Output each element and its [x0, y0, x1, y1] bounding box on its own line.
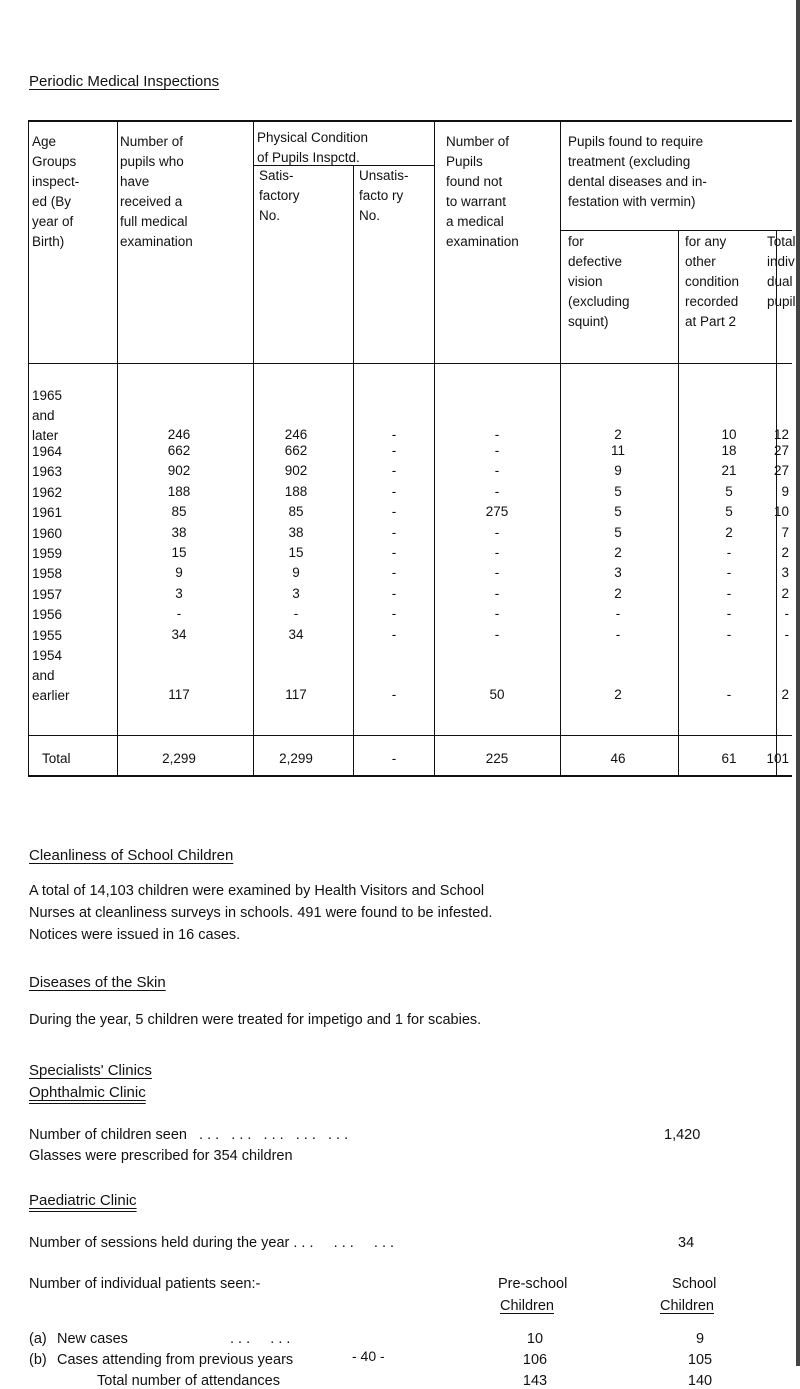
cell-examined: - [176, 606, 182, 621]
cell-not-warrant: - [494, 545, 500, 560]
cell-vision: 5 [614, 484, 622, 499]
cell-vision: 2 [614, 687, 622, 702]
cell-total: 27 [773, 443, 789, 458]
cell-not-warrant: - [494, 525, 500, 540]
row-label: New cases [57, 1331, 128, 1347]
row-school-value: 105 [687, 1352, 713, 1368]
header-number-examined: Number of pupils who have received a full medical examination [120, 134, 193, 249]
cell-total: 2 [781, 687, 789, 702]
cell-total-other: 61 [721, 751, 737, 766]
header-bottom-border [28, 363, 792, 364]
cell-age-group: 1962 [32, 485, 63, 500]
cell-other: - [726, 627, 732, 642]
sessions-label: Number of sessions held during the year . . . . . . . . . [29, 1235, 395, 1251]
col-divider [678, 230, 679, 777]
header-physical-condition: Physical Condition of Pupils Inspctd. [257, 130, 369, 165]
cell-unsatisfactory: - [391, 687, 397, 702]
table-bottom-border [28, 775, 792, 777]
row-preschool-value: 106 [522, 1352, 548, 1368]
cell-unsatisfactory: - [391, 525, 397, 540]
cell-satisfactory: 85 [288, 504, 304, 519]
cell-total-not-warrant: 225 [485, 751, 509, 766]
cell-age-group: 1957 [32, 587, 63, 602]
row-school-value: 9 [695, 1331, 705, 1347]
cell-not-warrant: - [494, 427, 500, 442]
skin-heading: Diseases of the Skin [29, 974, 166, 991]
cell-age-group: 1954 and earlier [32, 648, 70, 703]
header-not-warrant: Number of Pupils found not to warrant a medical examination [446, 134, 519, 249]
skin-paragraph: During the year, 5 children were treated for impetigo and 1 for scabies. [29, 1012, 482, 1028]
cell-vision: 3 [614, 565, 622, 580]
patients-label: Number of individual patients seen:- [29, 1276, 261, 1292]
cell-satisfactory: 15 [288, 545, 304, 560]
row-school-value: 140 [687, 1373, 713, 1389]
cleanliness-line: Notices were issued in 16 cases. [29, 927, 241, 943]
cell-unsatisfactory: - [391, 443, 397, 458]
cell-not-warrant: 275 [485, 504, 509, 519]
cell-other: - [726, 565, 732, 580]
col-divider [434, 120, 435, 777]
cell-vision: 5 [614, 504, 622, 519]
row-label: Cases attending from previous years [57, 1352, 294, 1368]
cell-other: 5 [725, 504, 733, 519]
row-marker: (a) [29, 1331, 47, 1347]
cell-not-warrant: - [494, 484, 500, 499]
cell-other: - [726, 606, 732, 621]
cell-total: - [784, 627, 789, 642]
cell-total: 27 [773, 463, 789, 478]
cell-age-group: 1955 [32, 628, 63, 643]
cell-total-examined: 2,299 [162, 751, 196, 766]
col-divider [560, 120, 561, 777]
cell-satisfactory: - [293, 606, 299, 621]
cell-age-group: 1963 [32, 464, 63, 479]
header-other-condition: for any other condition recorded at Part 2 [685, 234, 740, 329]
cell-examined: 15 [171, 545, 187, 560]
col-divider [353, 165, 354, 777]
cell-total-total: 101 [766, 751, 789, 766]
cell-not-warrant: - [494, 627, 500, 642]
header-defective-vision: for defective vision (excluding squint) [568, 234, 630, 329]
col-divider [117, 120, 118, 777]
medical-inspections-table [28, 120, 796, 777]
cell-not-warrant: - [494, 586, 500, 601]
cell-examined: 902 [167, 463, 191, 478]
children-seen-label: Number of children seen . . . . . . . . . . . . . . . [29, 1127, 349, 1143]
cell-vision: 2 [614, 545, 622, 560]
col-school-label: School [672, 1276, 717, 1292]
row-preschool-value: 10 [526, 1331, 544, 1347]
cell-not-warrant: - [494, 443, 500, 458]
table-top-border [28, 120, 792, 122]
cell-age-group: 1960 [32, 526, 63, 541]
cleanliness-paragraph [29, 880, 492, 946]
cell-satisfactory: 38 [288, 525, 304, 540]
header-age-groups: Age Groups inspect- ed (By year of Birth) [32, 134, 80, 249]
header-total-individual: Total indiv dual pupil [767, 234, 796, 309]
cell-not-warrant: - [494, 463, 500, 478]
sessions-value: 34 [678, 1235, 695, 1251]
cell-other: 18 [721, 443, 737, 458]
cell-examined: 85 [171, 504, 187, 519]
row-leader-dots: . . . . . . [230, 1331, 291, 1347]
ophthalmic-heading: Ophthalmic Clinic [29, 1084, 146, 1101]
cell-not-warrant: - [494, 606, 500, 621]
total-row-top-border [28, 735, 792, 736]
cell-unsatisfactory: - [391, 627, 397, 642]
cell-examined: 246 [167, 427, 191, 442]
cell-unsatisfactory: - [391, 565, 397, 580]
cell-total-vision: 46 [610, 751, 626, 766]
cell-unsatisfactory: - [391, 427, 397, 442]
cell-vision: 2 [614, 586, 622, 601]
cell-unsatisfactory: - [391, 463, 397, 478]
cell-examined: 117 [168, 687, 190, 702]
cell-total: 3 [781, 565, 789, 580]
cleanliness-heading: Cleanliness of School Children [29, 847, 234, 864]
cell-not-warrant: - [494, 565, 500, 580]
row-divider [560, 230, 792, 231]
children-seen-value: 1,420 [664, 1127, 701, 1143]
cell-other: 2 [725, 525, 733, 540]
cell-other: - [726, 586, 732, 601]
cell-vision: 11 [610, 443, 625, 458]
header-satisfactory: Satis- factory No. [259, 168, 300, 223]
cell-total: 2 [781, 586, 789, 601]
cell-vision: - [615, 627, 621, 642]
cell-satisfactory: 34 [288, 627, 304, 642]
cell-other: 10 [721, 427, 737, 442]
header-requiring-treatment: Pupils found to require treatment (excluding dental diseases and in- festation with vermin) [568, 134, 707, 209]
cell-unsatisfactory: - [391, 484, 397, 499]
row-preschool-value: 143 [522, 1373, 548, 1389]
cell-total: 12 [773, 427, 789, 442]
specialists-heading: Specialists' Clinics [29, 1062, 152, 1079]
cell-age-group: 1964 [32, 444, 63, 459]
cell-other: 21 [721, 463, 737, 478]
cell-satisfactory: 188 [284, 484, 308, 499]
cell-vision: 2 [614, 427, 622, 442]
cell-examined: 9 [175, 565, 183, 580]
cell-vision: 5 [614, 525, 622, 540]
cell-total: 7 [781, 525, 789, 540]
cell-examined: 38 [171, 525, 187, 540]
cell-satisfactory: 3 [292, 586, 300, 601]
cell-age-group: 1958 [32, 566, 63, 581]
cell-unsatisfactory: - [391, 586, 397, 601]
cell-satisfactory: 9 [292, 565, 300, 580]
cell-other: 5 [725, 484, 733, 499]
cell-total-label: Total [42, 751, 71, 766]
cell-unsatisfactory: - [391, 606, 397, 621]
page-number: - 40 - [352, 1348, 385, 1364]
cell-examined: 3 [175, 586, 183, 601]
cell-not-warrant: 50 [489, 687, 505, 702]
cell-total: 9 [781, 484, 789, 499]
cell-total-satisfactory: 2,299 [279, 751, 313, 766]
cleanliness-line: A total of 14,103 children were examined by Health Visitors and School [29, 883, 485, 899]
cell-vision: - [615, 606, 621, 621]
cell-examined: 34 [171, 627, 187, 642]
cell-satisfactory: 246 [284, 427, 308, 442]
cell-age-group: 1959 [32, 546, 63, 561]
col-school-label-2: Children [660, 1298, 714, 1314]
cell-unsatisfactory: - [391, 504, 397, 519]
scan-edge [796, 0, 800, 1366]
cell-unsatisfactory: - [391, 545, 397, 560]
paediatric-heading: Paediatric Clinic [29, 1192, 137, 1209]
cell-satisfactory: 902 [284, 463, 308, 478]
cell-total: 2 [781, 545, 789, 560]
cell-examined: 188 [167, 484, 191, 499]
header-unsatisfactory: Unsatis- facto ry No. [359, 168, 409, 223]
cell-total: 10 [773, 504, 789, 519]
col-divider [253, 120, 254, 777]
cell-other: - [726, 545, 732, 560]
cell-age-group: 1956 [32, 607, 63, 622]
cell-total: - [784, 606, 789, 621]
row-marker: (b) [29, 1352, 47, 1368]
cleanliness-line: Nurses at cleanliness surveys in schools. 491 were found to be infested. [29, 905, 493, 921]
page-title: Periodic Medical Inspections [29, 73, 220, 90]
col-preschool-label-2: Children [500, 1298, 554, 1314]
cell-satisfactory: 662 [284, 443, 308, 458]
cell-age-group: 1965 and later [32, 388, 63, 443]
row-label: Total number of attendances [97, 1373, 280, 1389]
col-preschool-label: Pre-school [498, 1276, 568, 1292]
glasses-text: Glasses were prescribed for 354 children [29, 1148, 293, 1164]
cell-satisfactory: 117 [285, 687, 307, 702]
cell-age-group: 1961 [32, 505, 63, 520]
cell-examined: 662 [167, 443, 191, 458]
cell-vision: 9 [614, 463, 622, 478]
cell-total-unsatisfactory: - [391, 751, 397, 766]
cell-other: - [726, 687, 732, 702]
table-left-border [28, 120, 29, 777]
